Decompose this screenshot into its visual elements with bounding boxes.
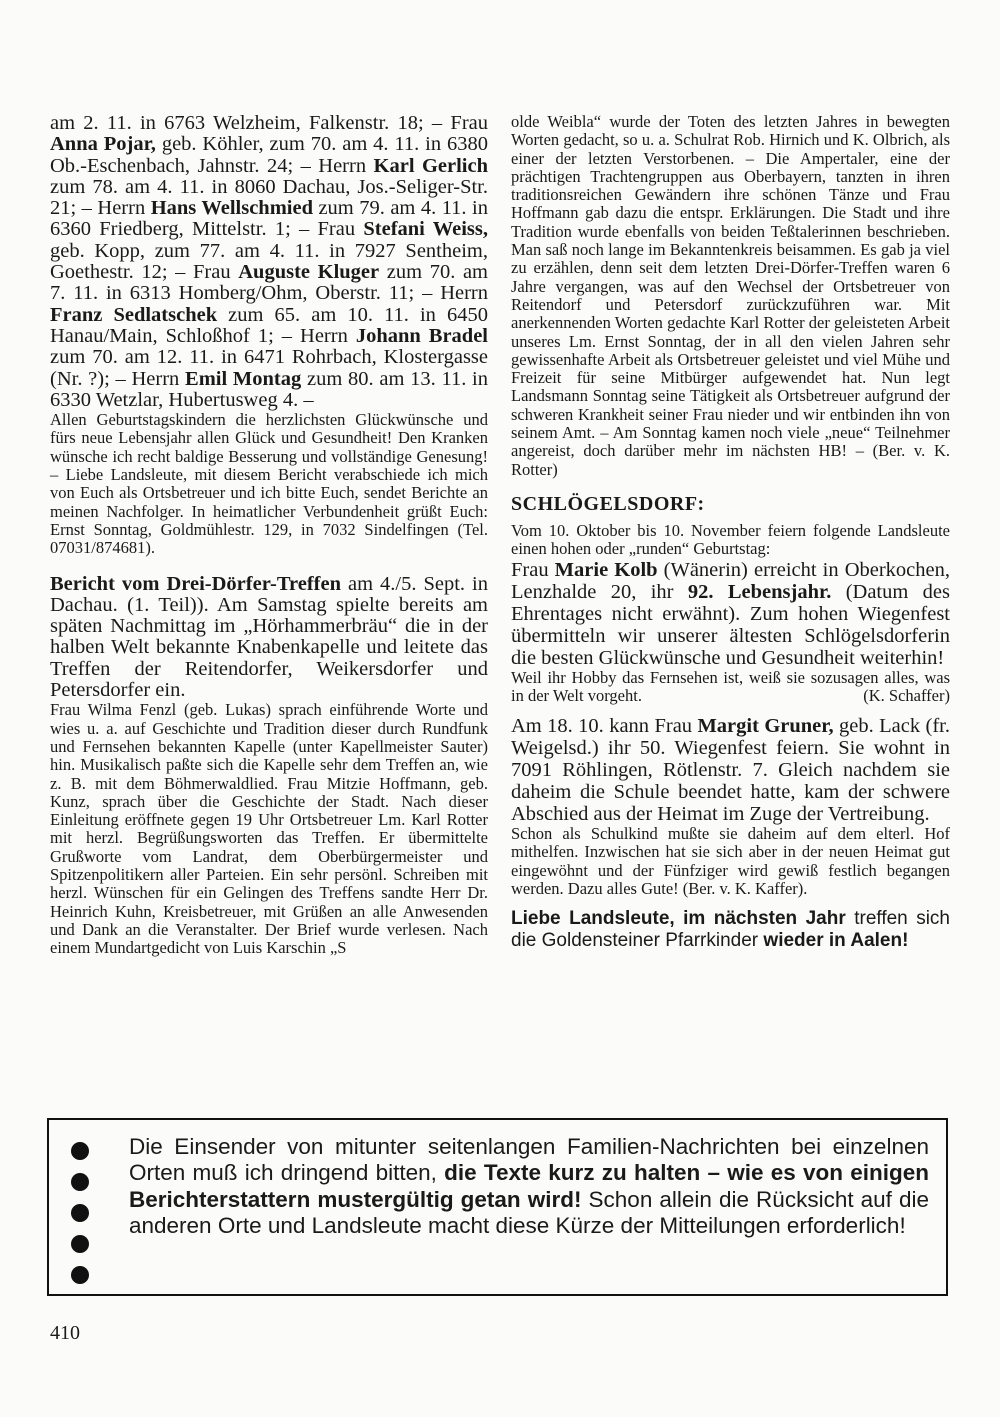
report-continuation: olde Weibla“ wurde der Toten des letzten Jahres in bewegten Worten gedacht, so u. a. Schulrat Rob. Hirnich und K. Olbrich, als einer der letzten Verstorbenen. – Die Ampertaler, eine der prächtigen Trachtengruppen aus Oberbayern, tanzten in ihren traditionsreichen Gewändern ihre schönen Tänze und Frau Hoffmann gab dazu die entspr. Erklärungen. Die Stadt und ihre Tradition wurde ebenfalls von beiden Teßtalerinnen beschrieben. Man saß noch lange im Bekanntenkreis beisammen. Es gab ja viel zu erzählen, denn seit dem letzten Drei-Dörfer-Treffen waren 6 Jahre vergangen, was auf den Wechsel der Ortsbetreuer von Reitendorf und Petersdorf zurückzuführen war. Mit anerkennenden Worten gedachte Karl Rotter der geleisteten Arbeit unseres Lm. Ernst Sonntag, der in all den vielen Jahren sehr gewissenhafte Arbeit als Ortsbetreuer geleistet und viel Mühe und Freizeit für seine Mitbürger aufgewendet hat. Nun legt Landsmann Sonntag seine Tätigkeit als Ortsbetreuer aufgrund der schweren Krankheit seiner Frau nieder und wir entbinden ihn von seinem Amt. – Am Sonntag kamen noch viele „neue“ Teilnehmer angereist, doch darüber mehr im nächsten HB! – (Ber. v. K. Rotter) [511, 112, 950, 479]
right-column [511, 113, 950, 952]
name-emil-montag: Emil Montag [185, 367, 302, 390]
gruner-paragraph: Am 18. 10. kann Frau Margit Gruner, geb. Lack (fr. Weigelsd.) ihr 50. Wiegenfest feiern. Sie wohnt in 7091 Röhlingen, Rötlenstr. 7. Gleich nachdem sie daheim die Schule beendet hatte, kam der schwere Abschied aus der Heimat im Zuge der Vertreibung. [511, 715, 951, 826]
bullet-list [71, 1142, 89, 1284]
name-franz-sedlatschek: Franz Sedlatschek [50, 303, 218, 326]
name-hans-wellschmied: Hans Wellschmied [150, 197, 313, 220]
gruner-details: Schon als Schulkind mußte sie daheim auf dem elterl. Hof mithelfen. Inzwischen hat sie sich aber in der neuen Heimat gut eingewöhnt und der Fünfziger wird gewiß festlich begangen werden. Dazu alles Gute! (Ber. v. K. Kaffer). [511, 824, 950, 899]
hobby-attribution: (K. Schaffer) [863, 685, 950, 705]
name-karl-gerlich: Karl Gerlich [373, 154, 488, 177]
notice-box [47, 1118, 948, 1296]
name-margit-gruner: Margit Gruner, [697, 715, 834, 738]
bullet-icon [71, 1204, 89, 1222]
closing-paragraph: Liebe Landsleute, im nächsten Jahr treffen sich die Goldensteiner Pfarrkinder wieder in Aalen! [511, 908, 950, 952]
kolb-paragraph: Frau Marie Kolb (Wänerin) erreicht in Oberkochen, Lenzhalde 20, ihr 92. Lebensjahr. (Datum des Ehrentages nicht erwähnt). Zum hohen Wiegenfest übermitteln wir unserer ältesten Schlögelsdorferin die besten Glückwünsche und Gesundheit weiterhin! [511, 558, 950, 669]
bullet-icon [71, 1266, 89, 1284]
notice-text: Die Einsender von mitunter seitenlangen Familien-Nachrichten bei einzelnen Orten muß ich dringend bitten, die Texte kurz zu halten – wie es von einigen Berichterstattern mustergültig getan wird! Schon allein die Rücksicht auf die anderen Orte und Landsleute macht diese Kürze der Mitteilungen erforderlich! [129, 1134, 930, 1238]
name-stefani-weiss: Stefani Weiss, [363, 218, 489, 241]
report-body: Frau Wilma Fenzl (geb. Lukas) sprach einführende Worte und wies u. a. auf Geschichte und Tradition dieser durch Rundfunk und Fernsehen bekannten Kapelle (unter Kapellmeister Sauter) hin. Musikalisch paßte sich die Kapelle sehr dem Treffen an, wie z. B. mit dem Böhmerwaldlied. Frau Mitzie Hoffmann, geb. Kunz, sprach über die Geschichte der Stadt. Nach dieser Einleitung eröffnete gegen 19 Uhr Ortsbetreuer Lm. Karl Rotter mit herzl. Begrüßungsworten das Treffen. Er übermittelte Grußworte vom Landrat, dem Oberbürgermeister und Spitzenpolitikern aller Parteien. Ein sehr persönl. Schreiben mit herzl. Wünschen für ein Gelingen des Treffens sandte Herr Dr. Heinrich Kuhn, Kreisbetreuer, mit Grüßen an alle Anwesenden und Dank an die Veranstalter. Der Brief wurde verlesen. Nach einem Mundartgedicht von Luis Karschin „S [50, 700, 488, 958]
name-anna-pojar: Anna Pojar, [50, 133, 156, 156]
bullet-icon [71, 1173, 89, 1191]
hobby-paragraph: Weil ihr Hobby das Fernsehen ist, weiß sie sozusagen alles, was in der Welt vorgeht. (K. Schaffer) [511, 667, 950, 705]
page-number: 410 [50, 1322, 80, 1344]
section-intro: Vom 10. Oktober bis 10. November feiern folgende Landsleute einen hohen oder „runden“ Geburtstag: [511, 520, 950, 559]
name-johann-bradel: Johann Bradel [355, 324, 489, 347]
name-auguste-kluger: Auguste Kluger [238, 261, 380, 284]
kolb-age: 92. Lebensjahr. [687, 580, 832, 603]
left-column [50, 113, 488, 957]
report-intro: Bericht vom Drei-Dörfer-Treffen am 4./5. Sept. in Dachau. (1. Teil)). Am Samstag spielte bereits am späten Nachmittag im „Hörhammerbräu“ die in der halben Welt bekannte Knabenkapelle und leitete das Treffen der Reitendorfer, Weikersdorfer und Petersdorfer ein. [50, 572, 488, 702]
section-heading-schloegelsdorf: SCHLÖGELSDORF: [511, 492, 705, 515]
wishes-paragraph: Allen Geburtstagskindern die herzlichsten Glückwünsche und fürs neue Lebensjahr allen Glück und Gesundheit! Den Kranken wünsche ich recht baldige Besserung und vollständige Genesung! – Liebe Landsleute, mit diesem Bericht verabschiede ich mich von Euch als Ortsbetreuer und ich bitte Euch, sendet Berichte an meinen Nachfolger. In heimatlicher Verbundenheit grüßt Euch: Ernst Sonntag, Goldmühlestr. 129, in 7032 Sindelfingen (Tel. 07031/874681). [50, 410, 488, 558]
birthday-list: am 2. 11. in 6763 Welzheim, Falkenstr. 18; – Frau Anna Pojar, geb. Köhler, zum 70. am 4. 11. in 6380 Ob.-Eschenbach, Jahnstr. 24; – Herrn Karl Gerlich zum 78. am 4. 11. in 8060 Dachau, Jos.-Seliger-Str. 21; – Herrn Hans Wellschmied zum 79. am 4. 11. in 6360 Friedberg, Mittelstr. 1; – Frau Stefani Weiss, geb. Kopp, zum 77. am 4. 11. in 7927 Sentheim, Goethestr. 12; – Frau Auguste Kluger zum 70. am 7. 11. in 6313 Homberg/Ohm, Oberstr. 11; – Herrn Franz Sedlatschek zum 65. am 10. 11. in 6450 Hanau/Main, Schloßhof 1; – Herrn Johann Bradel zum 70. am 12. 11. in 6471 Rohrbach, Klostergasse (Nr. ?); – Herrn Emil Montag zum 80. am 13. 11. in 6330 Wetzlar, Hubertusweg 4. – [50, 112, 489, 411]
report-title: Bericht vom Drei-Dörfer-Treffen [50, 572, 341, 595]
bullet-icon [71, 1235, 89, 1253]
bullet-icon [71, 1142, 89, 1160]
name-marie-kolb: Marie Kolb [554, 558, 658, 581]
